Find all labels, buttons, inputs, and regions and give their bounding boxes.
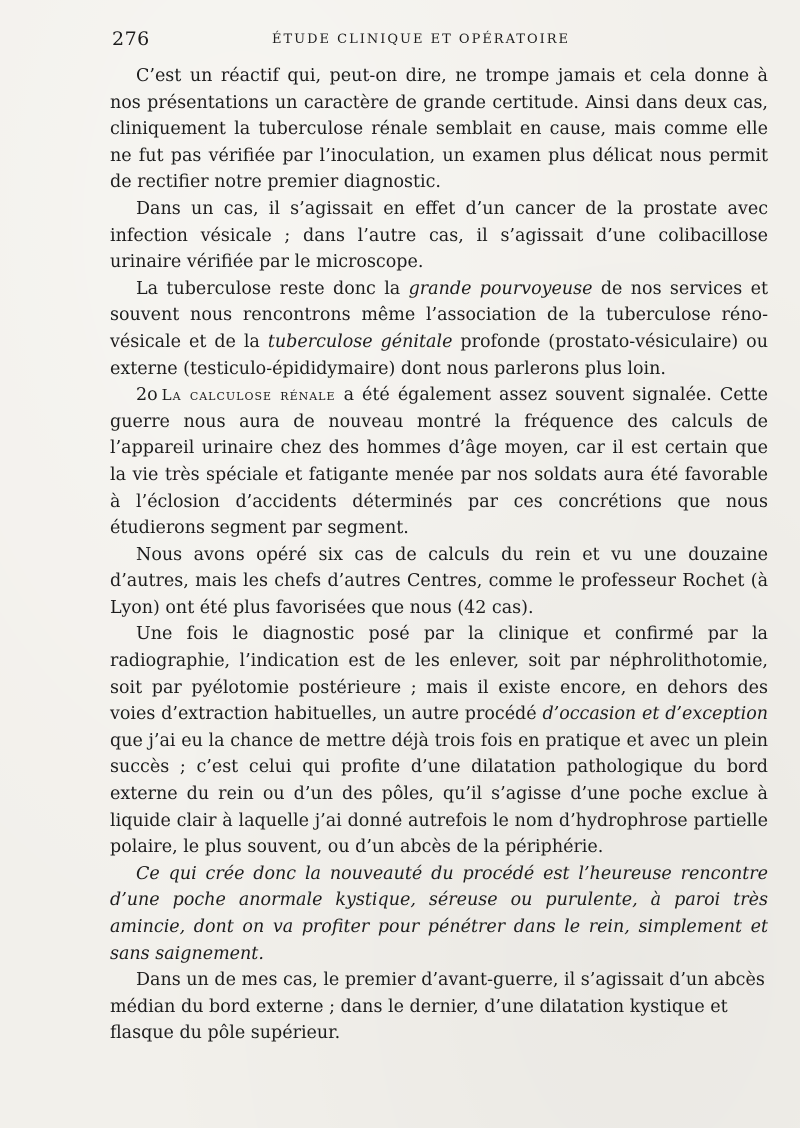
page-number: 276 bbox=[112, 28, 150, 50]
paragraph-6 bbox=[110, 621, 768, 860]
paragraph-4 bbox=[110, 382, 768, 542]
paragraph-3-text-c: de nos services et souvent nous rencontrons même l’association de la tuberculose réno-vésicale et de la bbox=[110, 278, 769, 352]
section-number: 2o bbox=[136, 385, 158, 406]
paragraph-6-text-c: que j’ai eu la chance de mettre déjà trois fois en pratique et avec un plein succès ; c’est celui qui profite d’une dilatation pathologique du bord externe du rein ou d’un des pôles, qu’il s’agisse d’une poche exclue à liquide clair à laquelle j’ai donné autrefois le nom d’hydrophrose partielle polaire, le plus souvent, ou d’un abcès de la périphérie. bbox=[110, 730, 768, 858]
body-text bbox=[110, 63, 768, 1047]
section-heading-calculose: La calculose rénale bbox=[161, 386, 336, 405]
paragraph-5: Nous avons opéré six cas de calculs du rein et vu une douzaine d’autres, mais les chefs d’autres Centres, comme le professeur Rochet (à Lyon) ont été plus favorisées que nous (42 cas). bbox=[110, 544, 768, 618]
paragraph-3 bbox=[110, 276, 768, 382]
paragraph-3-text-a: La tuberculose reste donc la bbox=[136, 278, 409, 299]
running-title: ÉTUDE CLINIQUE ET OPÉRATOIRE bbox=[272, 32, 571, 47]
paragraph-6-text-a: Une fois le diagnostic posé par la clinique et confirmé par la radiographie, l’indication est de les enlever, soit par néphrolithotomie, soit par pyélotomie postérieure ; mais il existe encore, en dehors des voies d’extraction habituelles, un autre procédé bbox=[110, 624, 768, 725]
emphasis-occasion-exception: d’occasion et d’exception bbox=[542, 704, 768, 725]
paragraph-2: Dans un cas, il s’agissait en effet d’un cancer de la prostate avec infection vésicale ; dans l’autre cas, il s’agissait d’une colibacillose urinaire vérifiée par le microscope. bbox=[110, 198, 768, 273]
paragraph-3-text-e: profonde (prostato-vésiculaire) ou externe (testiculo-épididymaire) dont nous parlerons plus loin. bbox=[110, 331, 768, 379]
paragraph-4-text: a été également assez souvent signalée. Cette guerre nous aura de nouveau montré la fréquence des calculs de l’appareil urinaire chez des hommes d’âge moyen, car il est certain que la vie très spéciale et fatigante menée par nos soldats aura été favorable à l’éclosion d’accidents déterminés par ces concrétions que nous étudierons segment par segment. bbox=[110, 385, 768, 539]
paragraph-7-italic: Ce qui crée donc la nouveauté du procédé est l’heureuse rencontre d’une poche anormale kystique, séreuse ou purulente, à paroi très amincie, dont on va profiter pour pénétrer dans le rein, simplement et sans saignement. bbox=[110, 863, 768, 964]
paragraph-8: Dans un de mes cas, le premier d’avant-guerre, il s’agissait d’un abcès médian du bord externe ; dans le dernier, d’une dilatation kystique et flasque du pôle supérieur. bbox=[110, 970, 765, 1044]
emphasis-grande-pourvoyeuse: grande pourvoyeuse bbox=[408, 278, 593, 299]
page-header bbox=[112, 28, 768, 54]
paragraph-1: C’est un réactif qui, peut-on dire, ne trompe jamais et cela donne à nos présentations un caractère de grande certitude. Ainsi dans deux cas, cliniquement la tuberculose rénale semblait en cause, mais comme elle ne fut pas vérifiée par l’inoculation, un examen plus délicat nous permit de rectifier notre premier diagnostic. bbox=[110, 66, 768, 193]
emphasis-tuberculose-genitale: tuberculose génitale bbox=[267, 331, 453, 352]
